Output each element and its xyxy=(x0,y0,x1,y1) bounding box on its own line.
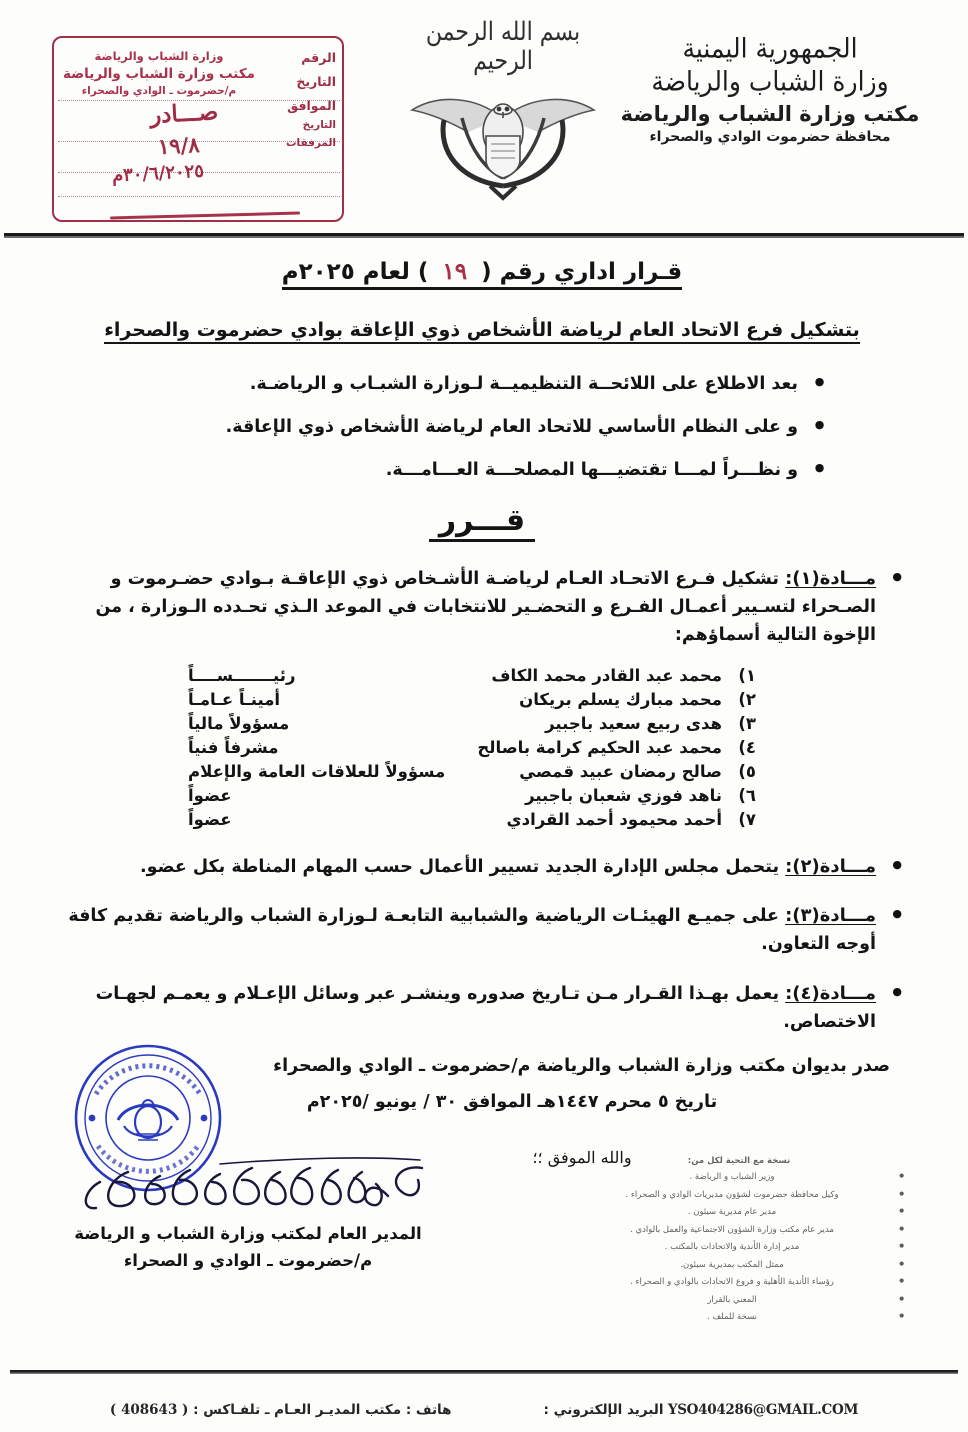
list-item: ● ممثل المكتب بمديرية سيئون. xyxy=(574,1260,904,1270)
article-2-body xyxy=(140,857,876,877)
list-item: ● مدير عام مديرية سيئون . xyxy=(574,1207,904,1217)
member-index: ٥) xyxy=(738,762,756,782)
list-item: ● نسخة للملف . xyxy=(574,1312,904,1322)
preamble-item: ● بعد الاطلاع على اللائحــة التنظيميــة لـوزارة الشبـاب و الرياضـة. xyxy=(136,374,824,396)
decided-heading: قـــرر xyxy=(429,503,535,542)
member-name: ناهد فوزي شعبان باجبير xyxy=(525,786,722,806)
document-body xyxy=(0,232,968,1323)
issued-statement: صدر بديوان مكتب وزارة الشباب والرياضة م/حضرموت ـ الوادي والصحراء xyxy=(273,1056,890,1077)
document-header xyxy=(0,0,968,232)
member-name: أحمد محيمود أحمد القرادي xyxy=(506,810,722,830)
member-role: عضواً xyxy=(188,786,232,806)
table-row xyxy=(188,712,756,736)
stamp-label-number: الرقم xyxy=(301,50,336,65)
footer-phone-label: هاتف : مكتب المديـر العـام ـ تلفـاكس : xyxy=(193,1402,452,1418)
article-4-label: مـــادة(٤): xyxy=(785,982,876,1004)
article-1-text: تشكيل فـرع الاتحـاد العـام لرياضـة الأشـخاص ذوي الإعاقـة بـوادي حضـرموت و الصـحراء لتسـيير أعمـال الفـرع و التحضـير للانتخابات في الموعد الـذي تحـدده الـوزارة ، من الإخوة التالية أسماؤهم: xyxy=(95,568,876,646)
article-4-text: يعمل بهـذا القـرار مـن تـاريخ صدوره وينشـر عبر وسائل الإعـلام و يعمـم لجهـات الاختصاص. xyxy=(95,983,876,1033)
issue-date: تاريخ ٥ محرم ١٤٤٧هـ الموافق ٣٠ / يونيو /٢٠٢٥م xyxy=(306,1092,718,1113)
member-name: محمد عبد القادر محمد الكاف xyxy=(491,666,722,686)
stamp-ministry-line2: مكتب وزارة الشباب والرياضة xyxy=(62,65,256,82)
stamp-label-corresponding: الموافق xyxy=(287,98,336,113)
list-item: ● رؤساء الأندية الأهلية و فروع الاتحادات بالوادي و الصحراء . xyxy=(574,1277,904,1287)
member-role: مسؤولاً للعلاقات العامة والإعلام xyxy=(188,762,446,782)
member-index: ٣) xyxy=(738,714,756,734)
member-name: صالح رمضان عبيد قمصي xyxy=(519,762,722,782)
member-name: هدى ربيع سعيد باجبير xyxy=(545,714,722,734)
basmala-and-emblem xyxy=(398,18,608,210)
article-2-label: مـــادة(٢): xyxy=(785,855,876,877)
table-row xyxy=(188,760,756,784)
handwritten-signature-icon xyxy=(70,1152,430,1222)
decree-title xyxy=(282,258,683,290)
member-index: ٢) xyxy=(738,690,756,710)
member-name: محمد عبد الحكيم كرامة باصالح xyxy=(477,738,722,758)
stamp-handwritten-date: ٣٠/٦/٢٠٢٥م xyxy=(111,160,205,187)
article-2-text: يتحمل مجلس الإدارة الجديد تسيير الأعمال حسب المهام المناطة بكل عضو. xyxy=(139,856,780,877)
tawfiq-text: والله الموفق ؛؛ xyxy=(532,1148,632,1168)
signer-block xyxy=(62,1224,434,1270)
preamble-item: ● و نظـــراً لمـــا تقتضيـــها المصلحـــة العـــامـــة. xyxy=(136,460,824,482)
signer-title: المدير العام لمكتب وزارة الشباب و الرياضة xyxy=(74,1224,422,1244)
decree-title-prefix: قـرار اداري رقم ( xyxy=(481,259,683,285)
table-row xyxy=(188,688,756,712)
list-item: ● المعني بالقرار xyxy=(574,1295,904,1305)
articles-list xyxy=(58,564,906,1037)
article-4-body xyxy=(96,984,876,1032)
article-3-body xyxy=(68,906,876,954)
stamp-label-date: التاريخ xyxy=(296,74,336,89)
decree-title-suffix: ) لعام ٢٠٢٥م xyxy=(281,259,429,285)
stamp-ministry-block xyxy=(60,46,258,218)
stamp-handwritten-number: ١٩/٨ xyxy=(157,131,201,160)
footer-phone-value: ( 408643 ) xyxy=(109,1402,189,1418)
republic-title: الجمهورية اليمنية xyxy=(682,32,858,65)
member-index: ٧) xyxy=(738,810,756,830)
members-table xyxy=(188,664,756,832)
preamble-list xyxy=(136,374,824,482)
decided-heading-row xyxy=(48,503,916,542)
member-role: رئيـــــــســــاً xyxy=(188,666,296,686)
decree-subject: بتشكيل فرع الاتحاد العام لرياضة الأشخاص ذوي الإعاقة بوادي حضرموت والصحراء xyxy=(104,319,860,344)
table-row xyxy=(188,808,756,832)
article-3-label: مـــادة(٣): xyxy=(785,905,876,926)
footer-email-value: YSO404286@GMAIL.COM xyxy=(667,1402,859,1418)
list-item: ● وكيل محافظة حضرموت لشؤون مديريات الوادي و الصحراء . xyxy=(574,1190,904,1200)
incoming-mail-red-stamp xyxy=(52,36,344,222)
footer-phone xyxy=(110,1402,452,1418)
footer-email-label: البريد الإلكتروني : xyxy=(543,1402,664,1418)
decree-number: ١٩ xyxy=(442,258,468,285)
member-name: محمد مبارك يسلم بريكان xyxy=(519,690,722,710)
decree-subject-row xyxy=(48,293,916,344)
list-item: ● مدير عام مكتب وزارة الشؤون الاجتماعية والعمل بالوادي . xyxy=(574,1225,904,1235)
distribution-heading: نسخة مع التحية لكل من: xyxy=(687,1156,791,1167)
stamp-label-attachments: المرفقات xyxy=(285,137,336,149)
governorate-title: محافظة حضرموت الوادي والصحراء xyxy=(649,129,891,145)
ministry-title-block xyxy=(600,34,940,145)
table-row xyxy=(188,664,756,688)
distribution-block xyxy=(574,1156,904,1330)
table-row xyxy=(188,736,756,760)
article-2 xyxy=(58,852,906,881)
article-4 xyxy=(58,979,906,1037)
ministry-title: وزارة الشباب والرياضة xyxy=(651,65,889,98)
member-role: أمينـاً عـامـاً xyxy=(188,690,281,710)
article-1-body xyxy=(96,569,877,646)
list-item: ● مدير إدارة الأندية والاتحادات بالمكتب . xyxy=(574,1242,904,1252)
yemen-eagle-emblem-icon xyxy=(398,74,608,206)
document-footer xyxy=(0,1402,968,1418)
footer-email xyxy=(544,1402,859,1418)
stamp-handwritten-status: صـــادر xyxy=(149,98,219,129)
stamp-field-labels xyxy=(258,44,336,218)
member-role: مسؤولاً مالياً xyxy=(188,714,290,734)
member-role: عضواً xyxy=(188,810,232,830)
stamp-ministry-line3: م/حضرموت ـ الوادي والصحراء xyxy=(81,85,237,98)
article-3-text: على جميـع الهيئـات الرياضية والشبابية التابعـة لـوزارة الشباب والرياضة تقديم كافة أوجه التعاون. xyxy=(68,906,876,955)
decree-title-row xyxy=(48,258,916,293)
member-index: ٦) xyxy=(738,786,756,806)
closing-block xyxy=(48,1056,916,1323)
footer-divider xyxy=(10,1370,958,1374)
distribution-list xyxy=(574,1172,904,1322)
table-row xyxy=(188,784,756,808)
member-index: ١) xyxy=(738,666,756,686)
preamble-item: ● و على النظام الأساسي للاتحاد العام لرياضة الأشخاص ذوي الإعاقة. xyxy=(136,417,824,439)
article-1 xyxy=(58,564,906,832)
signer-subtitle: م/حضرموت ـ الوادي و الصحراء xyxy=(123,1251,373,1271)
office-title: مكتب وزارة الشباب والرياضة xyxy=(620,102,920,126)
stamp-label-date2: التاريخ xyxy=(302,119,336,131)
stamp-ministry-line1: وزارة الشباب والرياضة xyxy=(94,49,224,63)
member-index: ٤) xyxy=(738,738,756,758)
list-item: ● وزير الشباب و الرياضة . xyxy=(574,1172,904,1182)
article-1-label: مـــادة(١): xyxy=(785,567,876,589)
basmala-text: بسم الله الرحمن الرحيم xyxy=(425,18,581,76)
member-role: مشرفاً فنياً xyxy=(188,738,279,758)
article-3 xyxy=(58,901,906,959)
